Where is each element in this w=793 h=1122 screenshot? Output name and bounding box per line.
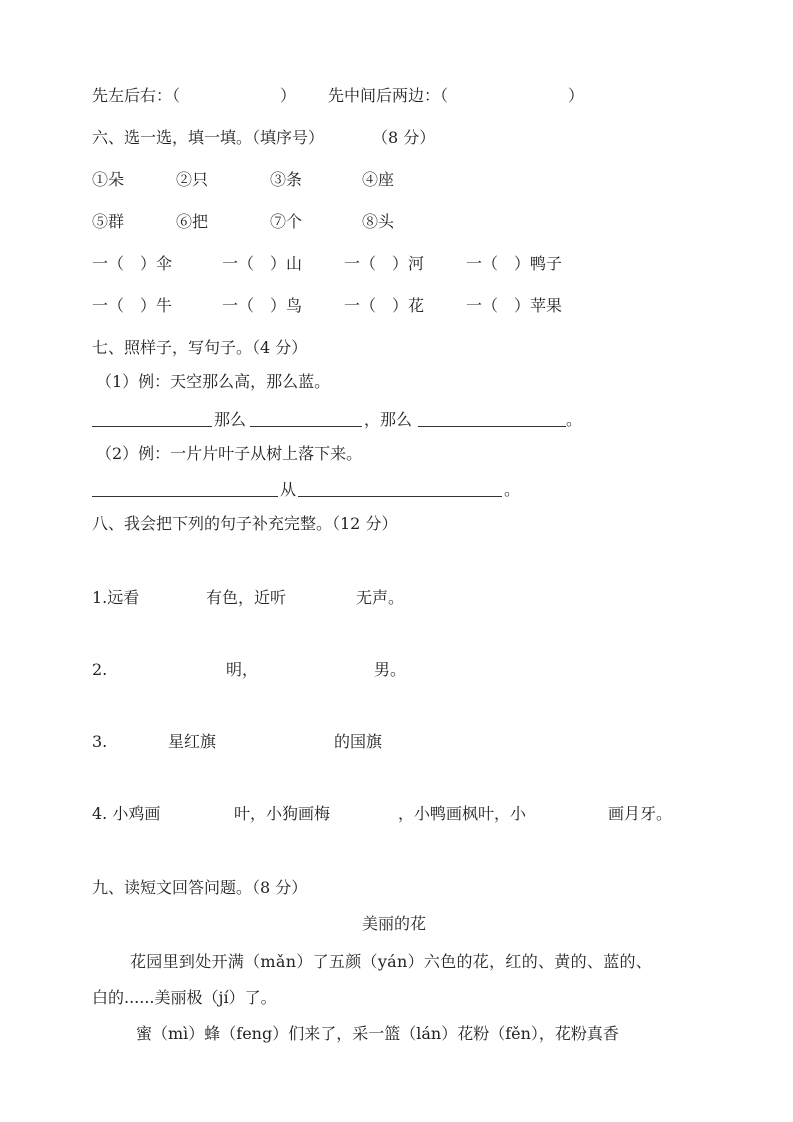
left-right-close-paren: ） — [280, 86, 297, 105]
sentence1-end: 。 — [566, 410, 583, 429]
passage-para1-line1: 花园里到处开满（mǎn）了五颜（yán）六色的花，红的、黄的、蓝的、 — [130, 952, 653, 971]
fill-blank-apple[interactable]: 一（ ）苹果 — [466, 296, 563, 315]
section6-score: （8 分） — [372, 128, 436, 147]
option-3: ③条 — [270, 170, 303, 189]
q3-prefix: 3. — [92, 732, 108, 751]
q2-prefix: 2. — [92, 660, 108, 679]
fill-blank-duckling[interactable]: 一（ ）鸭子 — [466, 254, 563, 273]
section6-heading: 六、选一选，填一填。（填序号） — [92, 128, 325, 147]
section8-heading: 八、我会把下列的句子补充完整。（12 分） — [92, 514, 398, 533]
q4-prefix: 4. 小鸡画 — [92, 804, 161, 823]
sentence2-blank-a[interactable] — [92, 496, 278, 497]
passage-para1-line2: 白的......美丽极（jí）了。 — [92, 988, 277, 1007]
option-4: ④座 — [362, 170, 395, 189]
option-1: ①朵 — [92, 170, 125, 189]
sentence1-blank-b[interactable] — [250, 426, 362, 427]
section7-heading: 七、照样子，写句子。（4 分） — [92, 338, 308, 357]
sentence1-blank-c[interactable] — [418, 426, 566, 427]
q3-middle: 星红旗 — [168, 732, 217, 751]
example-2: （2）例：一片片叶子从树上落下来。 — [96, 444, 363, 463]
sentence2-end: 。 — [504, 480, 521, 499]
fill-blank-mountain[interactable]: 一（ ）山 — [222, 254, 303, 273]
option-5: ⑤群 — [92, 212, 125, 231]
q2-middle: 明， — [226, 660, 259, 679]
sentence1-word-comma-namo: ，那么 — [364, 410, 413, 429]
q4-part-c: 画月牙。 — [608, 804, 673, 823]
option-2: ②只 — [176, 170, 209, 189]
q3-end: 的国旗 — [334, 732, 383, 751]
q4-part-a: 叶，小狗画梅 — [234, 804, 331, 823]
sentence1-word-namo: 那么 — [214, 410, 247, 429]
sentence2-word-cong: 从 — [280, 480, 297, 499]
middle-sides-close-paren: ） — [568, 86, 585, 105]
fill-blank-bird[interactable]: 一（ ）鸟 — [222, 296, 303, 315]
option-6: ⑥把 — [176, 212, 209, 231]
q1-middle: 有色，近听 — [206, 588, 287, 607]
passage-para2-line1: 蜜（mì）蜂（feng）们来了，采一篮（lán）花粉（fěn），花粉真香 — [136, 1024, 619, 1043]
q1-prefix: 1.远看 — [92, 588, 140, 607]
sentence1-blank-a[interactable] — [92, 426, 212, 427]
q1-end: 无声。 — [356, 588, 405, 607]
fill-blank-flower[interactable]: 一（ ）花 — [344, 296, 425, 315]
left-right-order-label: 先左后右：（ — [92, 86, 181, 105]
fill-blank-ox[interactable]: 一（ ）牛 — [92, 296, 173, 315]
fill-blank-umbrella[interactable]: 一（ ）伞 — [92, 254, 173, 273]
sentence2-blank-b[interactable] — [298, 496, 502, 497]
option-7: ⑦个 — [270, 212, 303, 231]
q2-end: 男。 — [374, 660, 407, 679]
q4-part-b: ，小鸭画枫叶，小 — [398, 804, 527, 823]
passage-title: 美丽的花 — [362, 914, 427, 933]
option-8: ⑧头 — [362, 212, 395, 231]
middle-sides-order-label: 先中间后两边：（ — [328, 86, 449, 105]
fill-blank-river[interactable]: 一（ ）河 — [344, 254, 425, 273]
section9-heading: 九、读短文回答问题。（8 分） — [92, 878, 308, 897]
example-1: （1）例：天空那么高，那么蓝。 — [96, 372, 331, 391]
